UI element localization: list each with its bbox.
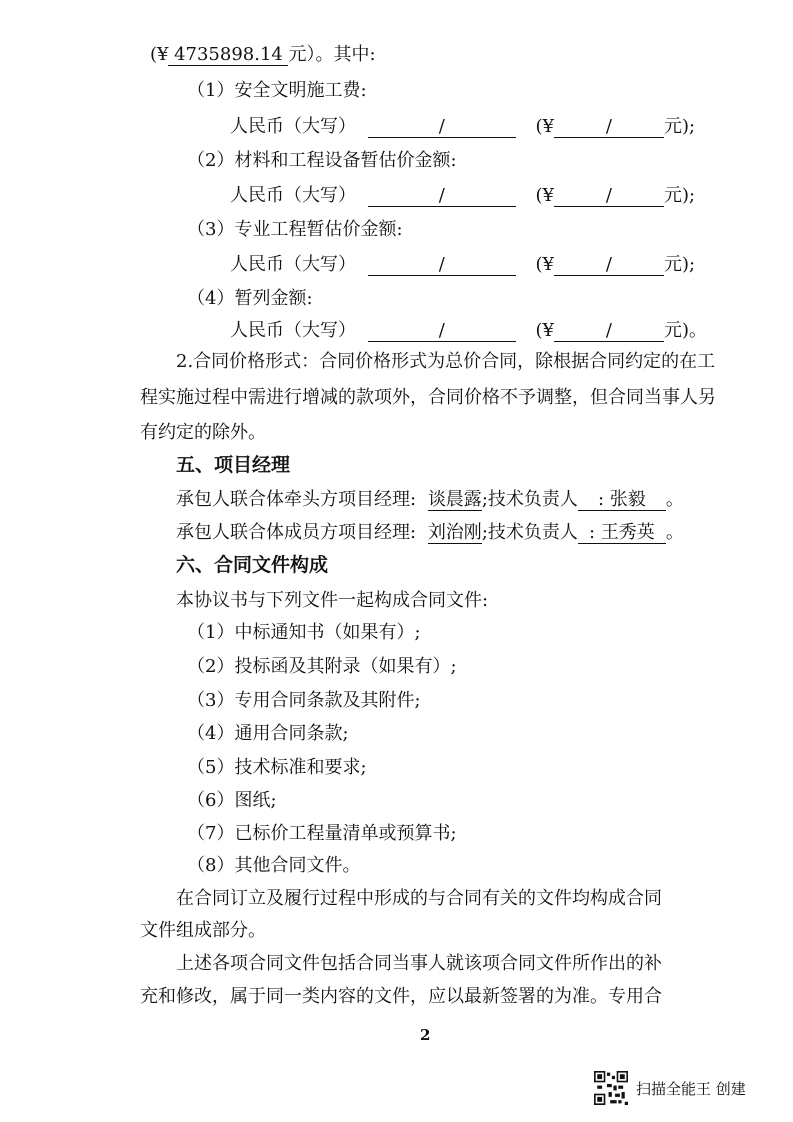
tech-lead-name: : 张毅 <box>578 490 666 511</box>
scanner-watermark <box>594 1070 746 1106</box>
rmb-label: 人民币（大写） <box>230 185 356 206</box>
fee-item-label: （3）专业工程暂估价金额: <box>187 219 403 240</box>
yen-open: (¥ <box>535 185 554 206</box>
paragraph-line: 文件组成部分。 <box>140 920 266 941</box>
manager-name: 刘治刚 <box>427 522 482 543</box>
yen-blank: / <box>554 117 664 138</box>
list-item: （2）投标函及其附录（如果有）; <box>187 656 457 677</box>
yen-blank: / <box>554 321 664 342</box>
fee-item-label: （4）暂列金额: <box>187 288 313 309</box>
qr-code-icon <box>594 1071 628 1105</box>
row-end: 。 <box>665 522 684 543</box>
paragraph-line: 在合同订立及履行过程中形成的与合同有关的文件均构成合同 <box>176 888 662 909</box>
manager-label: 承包人联合体牵头方项目经理: <box>176 489 417 510</box>
section-heading: 六、合同文件构成 <box>176 554 329 576</box>
total-suffix: 元）。其中: <box>288 44 376 65</box>
yen-close: 元); <box>663 116 696 137</box>
page-number: 2 <box>420 1026 431 1044</box>
rmb-blank: / <box>368 186 516 207</box>
list-item: （5）技术标准和要求; <box>187 757 367 778</box>
fee-item-rmb-line <box>230 185 695 207</box>
manager-row <box>176 522 684 544</box>
yen-open: (¥ <box>535 320 554 341</box>
list-item: （8）其他合同文件。 <box>187 855 361 876</box>
rmb-label: 人民币（大写） <box>230 116 356 137</box>
tech-lead-name: : 王秀英 <box>578 523 666 544</box>
paragraph-line: 上述各项合同文件包括合同当事人就该项合同文件所作出的补 <box>176 953 662 974</box>
yen-blank: / <box>554 186 664 207</box>
total-amount-value: 4735898.14 <box>168 45 288 66</box>
price-form-line: 2.合同价格形式：合同价格形式为总价合同，除根据合同约定的在工 <box>176 351 716 372</box>
rmb-label: 人民币（大写） <box>230 320 356 341</box>
row-end: 。 <box>665 489 684 510</box>
yen-close: 元); <box>663 185 696 206</box>
total-prefix: (¥ <box>150 44 169 65</box>
price-form-line: 有约定的除外。 <box>140 422 266 443</box>
tech-label: ;技术负责人 <box>481 489 578 510</box>
list-item: （7）已标价工程量清单或预算书; <box>187 823 457 844</box>
rmb-blank: / <box>368 321 516 342</box>
yen-blank: / <box>554 255 664 276</box>
tech-label: ;技术负责人 <box>481 522 578 543</box>
yen-open: (¥ <box>535 254 554 275</box>
yen-open: (¥ <box>535 116 554 137</box>
scanner-watermark-text: 扫描全能王 创建 <box>636 1079 746 1098</box>
total-amount-line <box>150 44 376 66</box>
rmb-label: 人民币（大写） <box>230 254 356 275</box>
list-item: （6）图纸; <box>187 790 277 811</box>
rmb-blank: / <box>368 255 516 276</box>
fee-item-label: （1）安全文明施工费: <box>187 80 367 101</box>
yen-close: 元); <box>663 254 696 275</box>
price-form-line: 程实施过程中需进行增减的款项外，合同价格不予调整，但合同当事人另 <box>140 387 716 408</box>
rmb-blank: / <box>368 117 516 138</box>
fee-item-rmb-line <box>230 254 695 276</box>
list-item: （4）通用合同条款; <box>187 723 349 744</box>
fee-item-rmb-line <box>230 116 695 138</box>
section-intro: 本协议书与下列文件一起构成合同文件: <box>176 590 489 611</box>
section-heading: 五、项目经理 <box>176 454 291 476</box>
yen-close: 元)。 <box>663 320 707 341</box>
list-item: （3）专用合同条款及其附件; <box>187 690 421 711</box>
manager-label: 承包人联合体成员方项目经理: <box>176 522 417 543</box>
fee-item-label: （2）材料和工程设备暂估价金额: <box>187 150 457 171</box>
paragraph-line: 充和修改，属于同一类内容的文件，应以最新签署的为准。专用合 <box>140 986 662 1007</box>
fee-item-rmb-line <box>230 320 707 342</box>
manager-name: 谈晨露 <box>427 489 482 510</box>
list-item: （1）中标通知书（如果有）; <box>187 622 421 643</box>
manager-row <box>176 489 684 511</box>
